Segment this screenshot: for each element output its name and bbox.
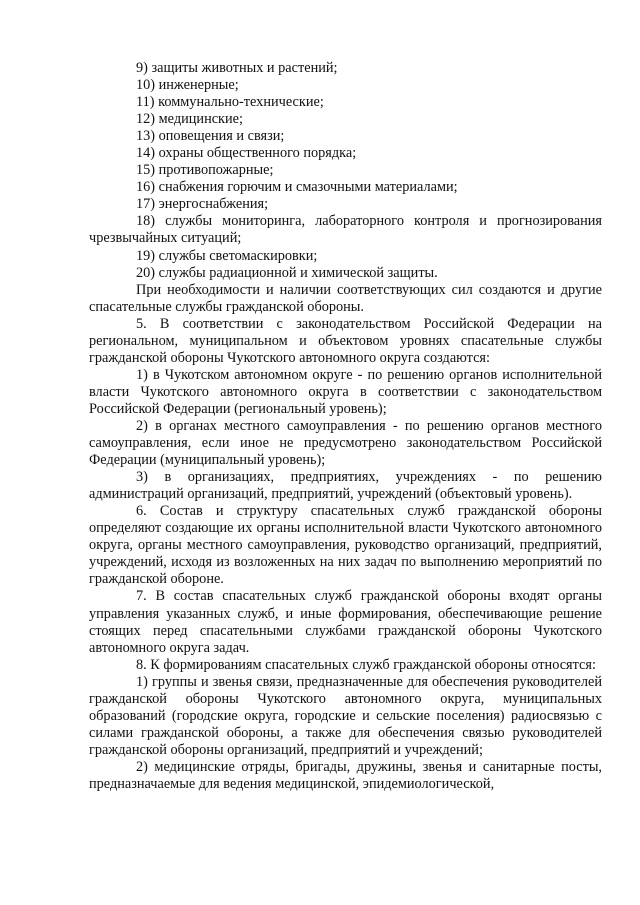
paragraph: 15) противопожарные; (136, 162, 274, 179)
paragraph: 12) медицинские; (136, 111, 243, 128)
paragraph: При необходимости и наличии соответствующих сил создаются и другие спасательные службы гражданской обороны. (89, 281, 602, 315)
paragraph: 6. Состав и структуру спасательных служб гражданской обороны определяют создающие их органы исполнительной власти Чукотского автономного округа, органы местного самоуправления, руководство организаций, предприятий, учреждений, исходя из возложенных на них задач по выполнению мероприятий по гражданской обороне. (89, 503, 602, 588)
paragraph: 9) защиты животных и растений; (136, 60, 338, 76)
paragraph: 13) оповещения и связи; (136, 128, 285, 145)
paragraph: 11) коммунально-технические; (136, 94, 324, 111)
paragraph: 1) группы и звенья связи, предназначенные для обеспечения руководителей гражданской обороны Чукотского автономного округа, муниципальных образований (городские округа, городские и сельские поселения) радиосвязью с силами гражданской обороны, а также для обеспечения связью руководителей гражданской обороны организаций, предприятий и учреждений; (89, 673, 602, 758)
paragraph: 1) в Чукотском автономном округе - по решению органов исполнительной власти Чукотского автономного округа в соответствии с законодательством Российской Федерации (региональный уровень); (89, 366, 602, 417)
paragraph: 5. В соответствии с законодательством Российской Федерации на региональном, муниципальном и объектовом уровнях спасательные службы гражданской обороны Чукотского автономного округа создаются: (89, 315, 602, 366)
paragraph: 16) снабжения горючим и смазочными материалами; (136, 179, 458, 196)
paragraph: 18) службы мониторинга, лабораторного контроля и прогнозирования чрезвычайных ситуаций; (89, 213, 602, 247)
paragraph: 3) в организациях, предприятиях, учреждениях - по решению администраций организаций, предприятий, учреждений (объектовый уровень). (89, 469, 602, 503)
paragraph: 14) охраны общественного порядка; (136, 145, 357, 162)
paragraph: 7. В состав спасательных служб гражданской обороны входят органы управления указанных служб, и иные формирования, обеспечивающие решение стоящих перед спасательными службами гражданской обороны Чукотского автономного округа задач. (89, 588, 602, 656)
paragraph: 2) в органах местного самоуправления - по решению органов местного самоуправления, если иное не предусмотрено законодательством Российской Федерации (муниципальный уровень); (89, 417, 602, 469)
paragraph: 20) службы радиационной и химической защиты. (136, 264, 438, 281)
paragraph: 17) энергоснабжения; (136, 196, 269, 213)
paragraph: 2) медицинские отряды, бригады, дружины, звенья и санитарные посты, предназначаемые для ведения медицинской, эпидемиологической, (89, 758, 602, 792)
paragraph: 19) службы светомаскировки; (136, 247, 318, 264)
paragraph: 8. К формированиям спасательных служб гражданской обороны относятся: (136, 656, 596, 673)
paragraph: 10) инженерные; (136, 77, 239, 94)
document-body (89, 60, 602, 793)
